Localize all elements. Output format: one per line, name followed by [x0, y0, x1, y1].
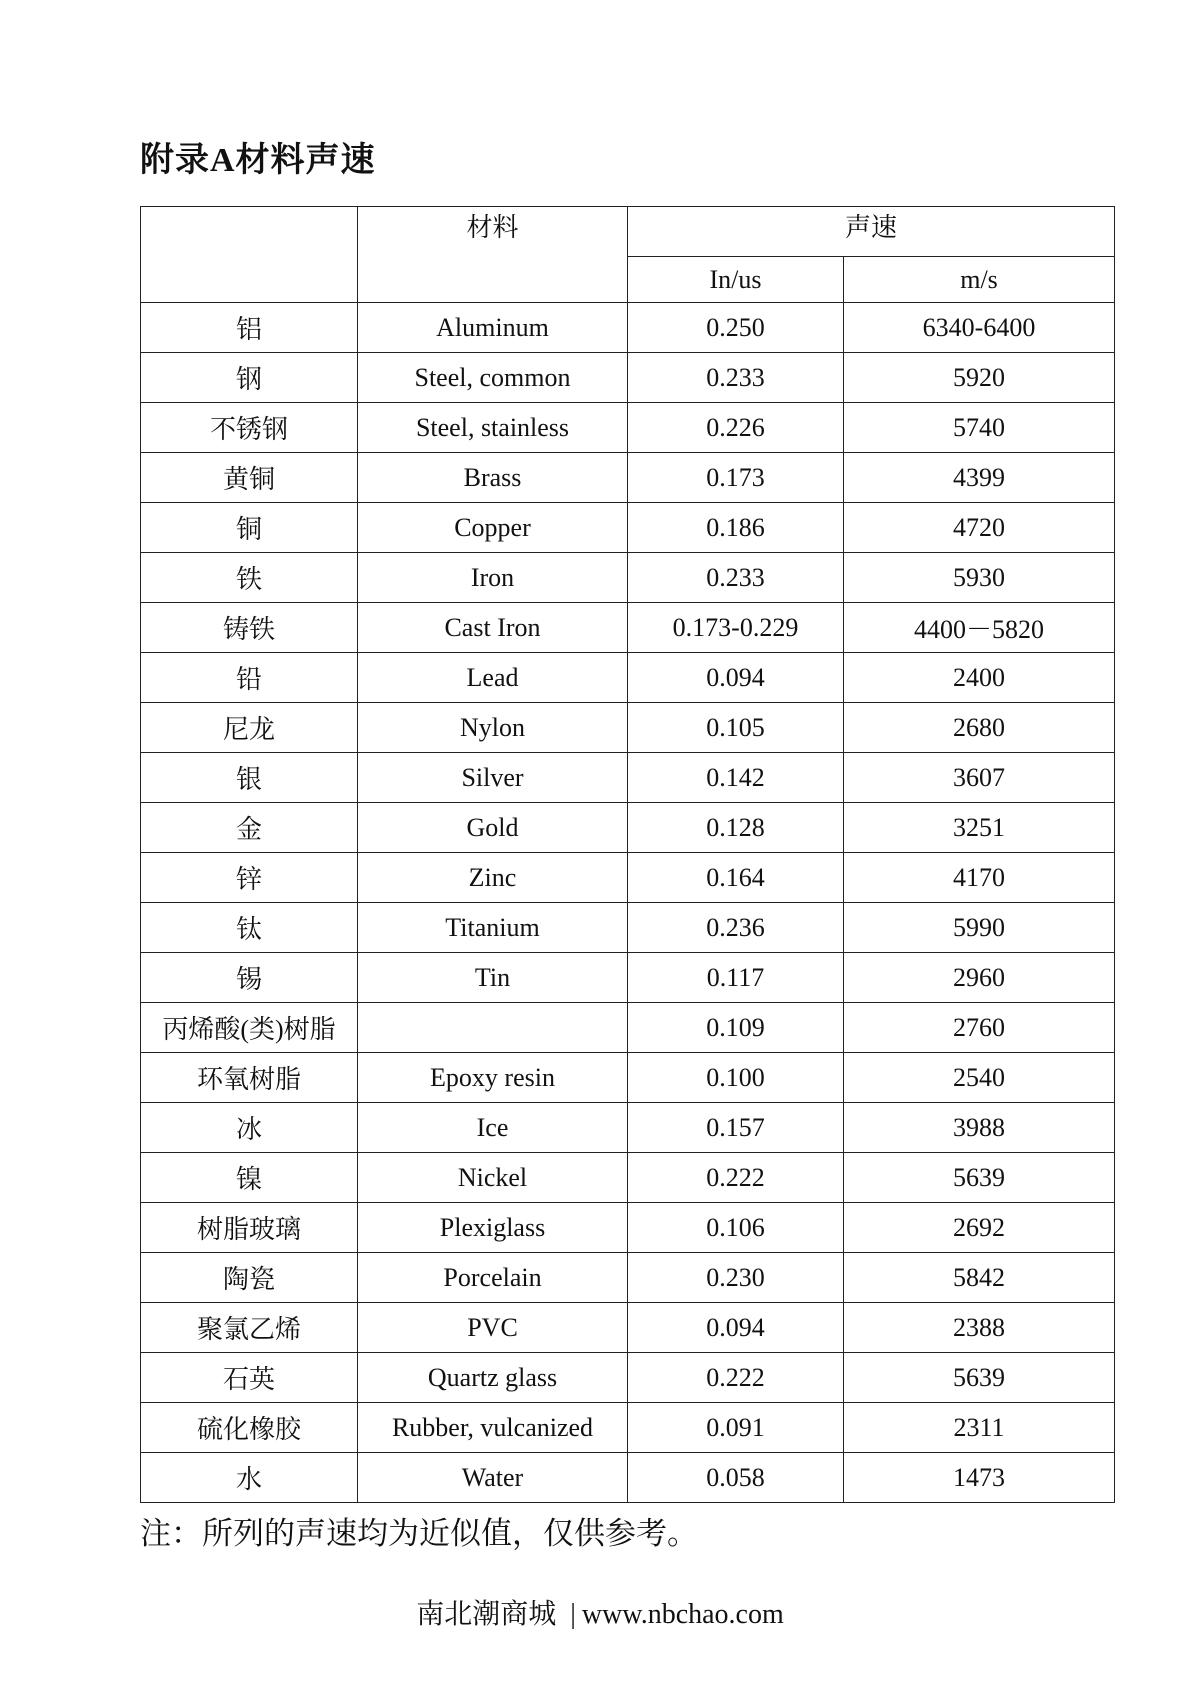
- footnote: 注：所列的声速均为近似值，仅供参考。: [140, 1516, 698, 1551]
- cell-speed-m-s: 2680: [844, 703, 1115, 753]
- cell-speed-m-s: 2400: [844, 653, 1115, 703]
- table-row: [141, 1253, 1115, 1303]
- cell-speed-m-s: 5930: [844, 553, 1115, 603]
- cell-material-cn: 树脂玻璃: [141, 1203, 358, 1253]
- cell-speed-m-s: 2540: [844, 1053, 1115, 1103]
- cell-speed-m-s: 2960: [844, 953, 1115, 1003]
- table-row: [141, 953, 1115, 1003]
- cell-speed-in-us: 0.091: [628, 1403, 844, 1453]
- cell-speed-m-s: 2311: [844, 1403, 1115, 1453]
- cell-speed-in-us: 0.094: [628, 653, 844, 703]
- table-row: [141, 1203, 1115, 1253]
- cell-speed-in-us: 0.173-0.229: [628, 603, 844, 653]
- cell-material-en: Silver: [358, 753, 628, 803]
- cell-material-cn: 钛: [141, 903, 358, 953]
- cell-speed-m-s: 3988: [844, 1103, 1115, 1153]
- cell-speed-in-us: 0.230: [628, 1253, 844, 1303]
- cell-material-cn: 聚氯乙烯: [141, 1303, 358, 1353]
- table-row: [141, 353, 1115, 403]
- cell-material-cn: 环氧树脂: [141, 1053, 358, 1103]
- cell-speed-in-us: 0.226: [628, 403, 844, 453]
- cell-speed-m-s: 6340-6400: [844, 303, 1115, 353]
- cell-material-cn: 金: [141, 803, 358, 853]
- table-row: [141, 1453, 1115, 1503]
- cell-material-en: Steel, stainless: [358, 403, 628, 453]
- table-row: [141, 653, 1115, 703]
- cell-speed-m-s: 2692: [844, 1203, 1115, 1253]
- cell-speed-in-us: 0.094: [628, 1303, 844, 1353]
- cell-material-en: Quartz glass: [358, 1353, 628, 1403]
- cell-speed-m-s: 3251: [844, 803, 1115, 853]
- cell-speed-in-us: 0.109: [628, 1003, 844, 1053]
- cell-material-cn: 黄铜: [141, 453, 358, 503]
- header-unit-m-s: m/s: [844, 257, 1115, 303]
- header-unit-in-us: In/us: [628, 257, 844, 303]
- cell-speed-m-s: 3607: [844, 753, 1115, 803]
- cell-material-cn: 不锈钢: [141, 403, 358, 453]
- cell-material-cn: 铁: [141, 553, 358, 603]
- cell-material-cn: 锌: [141, 853, 358, 903]
- cell-material-en: Zinc: [358, 853, 628, 903]
- footer-site-name: 南北潮商城: [416, 1599, 557, 1630]
- cell-material-cn: 石英: [141, 1353, 358, 1403]
- table-header-row: [141, 207, 1115, 257]
- cell-material-en: Water: [358, 1453, 628, 1503]
- cell-material-en: Cast Iron: [358, 603, 628, 653]
- cell-speed-m-s: 2388: [844, 1303, 1115, 1353]
- cell-material-en: Tin: [358, 953, 628, 1003]
- header-sound-speed: 声速: [628, 207, 1115, 257]
- cell-material-cn: 钢: [141, 353, 358, 403]
- cell-speed-m-s: 5639: [844, 1353, 1115, 1403]
- cell-speed-m-s: 4400－5820: [844, 603, 1115, 653]
- cell-speed-in-us: 0.233: [628, 353, 844, 403]
- table-row: [141, 1003, 1115, 1053]
- cell-material-en: Nickel: [358, 1153, 628, 1203]
- cell-material-cn: 陶瓷: [141, 1253, 358, 1303]
- table-row: [141, 303, 1115, 353]
- cell-material-cn: 锡: [141, 953, 358, 1003]
- cell-material-en: Lead: [358, 653, 628, 703]
- table-row: [141, 1303, 1115, 1353]
- cell-speed-m-s: 5920: [844, 353, 1115, 403]
- table-row: [141, 753, 1115, 803]
- cell-material-cn: 铜: [141, 503, 358, 553]
- cell-speed-in-us: 0.100: [628, 1053, 844, 1103]
- table-row: [141, 703, 1115, 753]
- cell-material-en: [358, 1003, 628, 1053]
- page-title: 附录A材料声速: [140, 142, 376, 179]
- sound-speed-table: [140, 206, 1115, 1503]
- cell-material-en: Iron: [358, 553, 628, 603]
- table-row: [141, 1153, 1115, 1203]
- footer-url: www.nbchao.com: [581, 1599, 784, 1630]
- table-row: [141, 1103, 1115, 1153]
- footer-separator: |: [570, 1599, 576, 1630]
- cell-material-en: Nylon: [358, 703, 628, 753]
- cell-speed-in-us: 0.142: [628, 753, 844, 803]
- table-row: [141, 403, 1115, 453]
- table-row: [141, 1403, 1115, 1453]
- cell-material-en: Brass: [358, 453, 628, 503]
- cell-speed-m-s: 1473: [844, 1453, 1115, 1503]
- cell-material-cn: 尼龙: [141, 703, 358, 753]
- cell-material-en: Porcelain: [358, 1253, 628, 1303]
- table-row: [141, 1353, 1115, 1403]
- cell-material-cn: 铅: [141, 653, 358, 703]
- cell-speed-in-us: 0.222: [628, 1353, 844, 1403]
- cell-speed-m-s: 5740: [844, 403, 1115, 453]
- cell-speed-in-us: 0.173: [628, 453, 844, 503]
- cell-speed-in-us: 0.117: [628, 953, 844, 1003]
- cell-speed-in-us: 0.222: [628, 1153, 844, 1203]
- page-footer: [0, 1592, 1200, 1632]
- cell-speed-in-us: 0.106: [628, 1203, 844, 1253]
- cell-material-cn: 水: [141, 1453, 358, 1503]
- table-row: [141, 903, 1115, 953]
- cell-speed-in-us: 0.058: [628, 1453, 844, 1503]
- table-row: [141, 453, 1115, 503]
- table-row: [141, 603, 1115, 653]
- table-row: [141, 853, 1115, 903]
- cell-speed-in-us: 0.236: [628, 903, 844, 953]
- table-row: [141, 1053, 1115, 1103]
- cell-material-en: Aluminum: [358, 303, 628, 353]
- table-row: [141, 503, 1115, 553]
- cell-material-cn: 冰: [141, 1103, 358, 1153]
- cell-material-en: Steel, common: [358, 353, 628, 403]
- cell-material-en: Copper: [358, 503, 628, 553]
- cell-speed-m-s: 4170: [844, 853, 1115, 903]
- cell-material-cn: 硫化橡胶: [141, 1403, 358, 1453]
- cell-speed-in-us: 0.250: [628, 303, 844, 353]
- cell-speed-in-us: 0.157: [628, 1103, 844, 1153]
- table-body: [141, 303, 1115, 1503]
- cell-speed-m-s: 4399: [844, 453, 1115, 503]
- header-material: 材料: [358, 207, 628, 303]
- cell-material-en: Titanium: [358, 903, 628, 953]
- cell-material-cn: 铝: [141, 303, 358, 353]
- cell-material-cn: 丙烯酸(类)树脂: [141, 1003, 358, 1053]
- cell-material-en: Rubber, vulcanized: [358, 1403, 628, 1453]
- table-row: [141, 803, 1115, 853]
- cell-material-cn: 铸铁: [141, 603, 358, 653]
- cell-speed-in-us: 0.233: [628, 553, 844, 603]
- cell-speed-in-us: 0.186: [628, 503, 844, 553]
- cell-material-cn: 镍: [141, 1153, 358, 1203]
- cell-material-en: Epoxy resin: [358, 1053, 628, 1103]
- cell-speed-m-s: 5842: [844, 1253, 1115, 1303]
- cell-material-en: Ice: [358, 1103, 628, 1153]
- cell-speed-m-s: 4720: [844, 503, 1115, 553]
- table-row: [141, 553, 1115, 603]
- cell-material-cn: 银: [141, 753, 358, 803]
- cell-material-en: PVC: [358, 1303, 628, 1353]
- cell-speed-in-us: 0.164: [628, 853, 844, 903]
- cell-speed-m-s: 5990: [844, 903, 1115, 953]
- cell-speed-in-us: 0.128: [628, 803, 844, 853]
- header-blank-cell: [141, 207, 358, 303]
- cell-material-en: Plexiglass: [358, 1203, 628, 1253]
- cell-speed-m-s: 5639: [844, 1153, 1115, 1203]
- cell-speed-m-s: 2760: [844, 1003, 1115, 1053]
- cell-speed-in-us: 0.105: [628, 703, 844, 753]
- cell-material-en: Gold: [358, 803, 628, 853]
